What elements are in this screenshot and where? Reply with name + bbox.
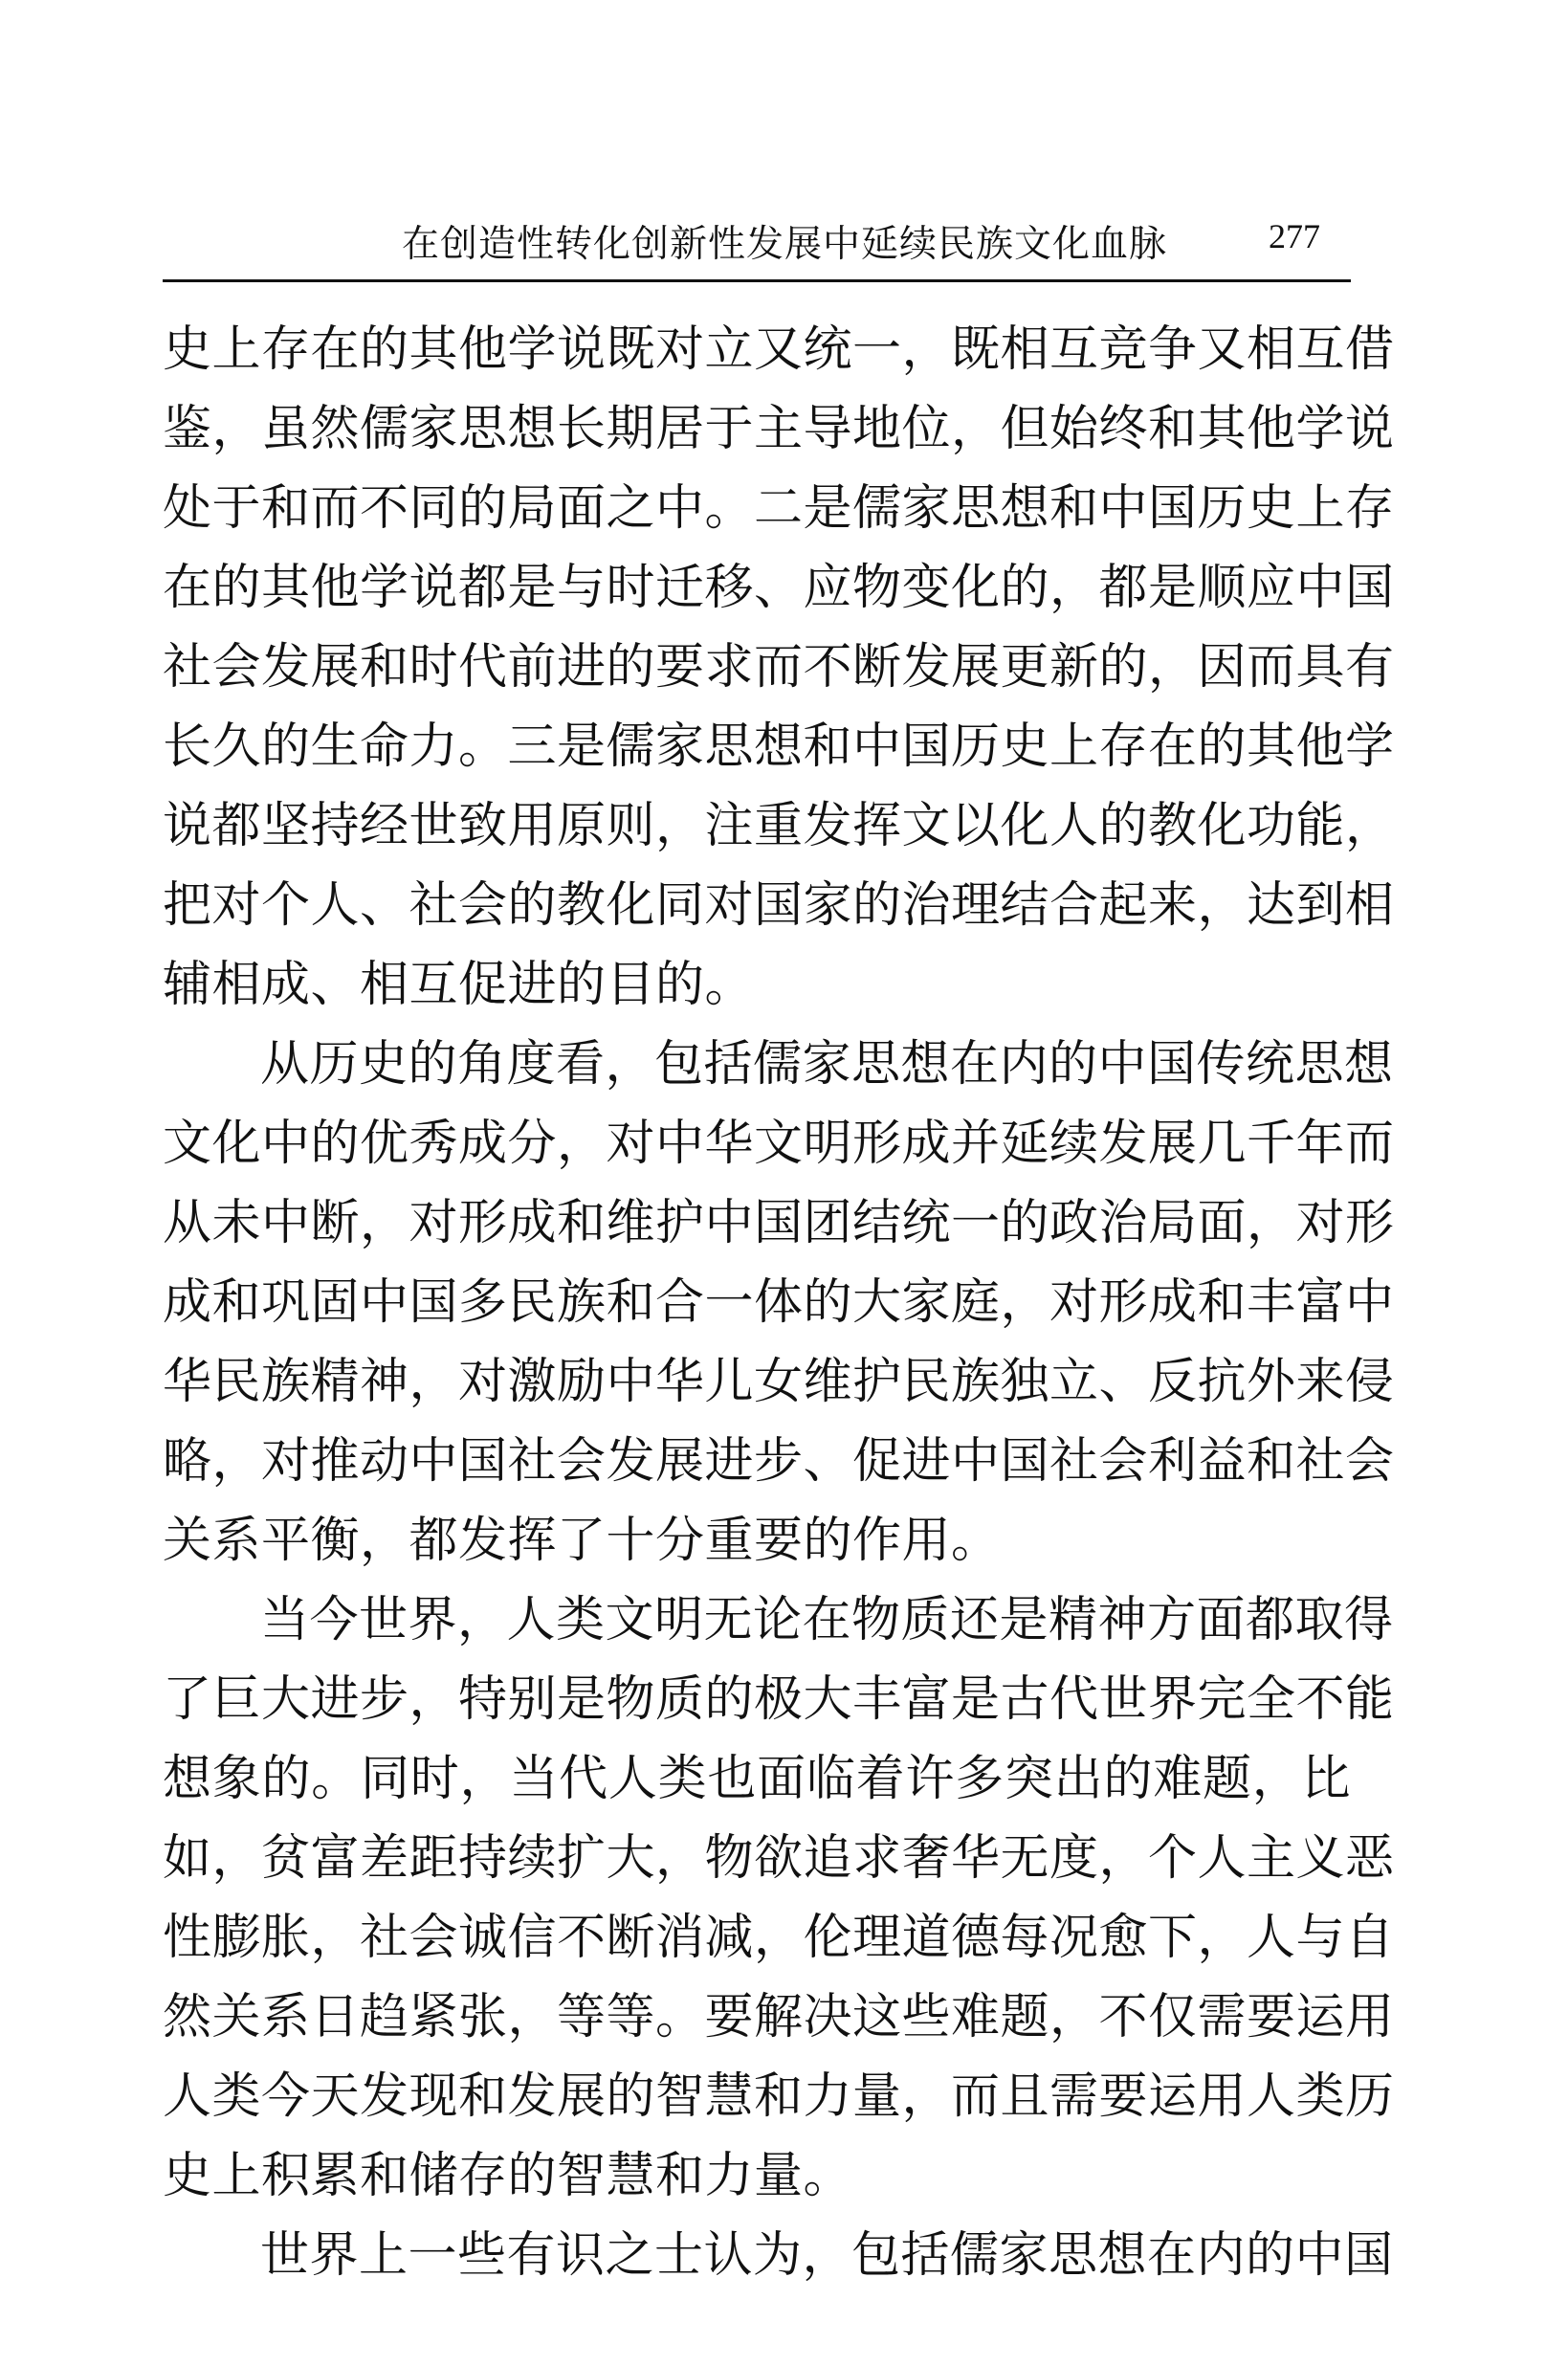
header-title: 在创造性转化创新性发展中延续民族文化血脉 (402, 223, 1168, 266)
text-line: 把对个人、社会的教化同对国家的治理结合起来，达到相 (163, 877, 1395, 934)
text-line: 在的其他学说都是与时迁移、应物变化的，都是顺应中国 (163, 560, 1395, 616)
paragraph-start-line: 从历史的角度看，包括儒家思想在内的中国传统思想 (260, 1036, 1394, 1093)
text-line: 想象的。同时，当代人类也面临着许多突出的难题，比 (163, 1751, 1351, 1807)
text-line: 略，对推动中国社会发展进步、促进中国社会利益和社会 (163, 1433, 1395, 1490)
text-line: 然关系日趋紧张，等等。要解决这些难题，不仅需要运用 (163, 1989, 1395, 2045)
text-line: 处于和而不同的局面之中。二是儒家思想和中国历史上存 (163, 480, 1395, 537)
text-line: 成和巩固中国多民族和合一体的大家庭，对形成和丰富中 (163, 1274, 1395, 1331)
text-line: 从未中断，对形成和维护中国团结统一的政治局面，对形 (163, 1195, 1395, 1251)
text-line: 文化中的优秀成分，对中华文明形成并延续发展几千年而 (163, 1116, 1395, 1172)
paragraph-start-line: 世界上一些有识之士认为，包括儒家思想在内的中国 (260, 2227, 1394, 2284)
text-line: 关系平衡，都发挥了十分重要的作用。 (163, 1513, 1001, 1569)
text-line: 鉴，虽然儒家思想长期居于主导地位，但始终和其他学说 (163, 401, 1395, 457)
text-line: 史上存在的其他学说既对立又统一，既相互竞争又相互借 (163, 321, 1395, 378)
text-line: 辅相成、相互促进的目的。 (163, 957, 755, 1013)
text-line: 如，贫富差距持续扩大，物欲追求奢华无度，个人主义恶 (163, 1830, 1395, 1887)
text-line: 了巨大进步，特别是物质的极大丰富是古代世界完全不能 (163, 1671, 1395, 1728)
text-line: 性膨胀，社会诚信不断消减，伦理道德每况愈下，人与自 (163, 1910, 1395, 1966)
text-line: 说都坚持经世致用原则，注重发挥文以化人的教化功能， (163, 798, 1395, 854)
body-text (163, 310, 1395, 2295)
page-number: 277 (1269, 217, 1320, 255)
text-line: 长久的生命力。三是儒家思想和中国历史上存在的其他学 (163, 719, 1395, 775)
paragraph-start-line: 当今世界，人类文明无论在物质还是精神方面都取得 (260, 1592, 1394, 1648)
text-line: 史上积累和储存的智慧和力量。 (163, 2148, 853, 2204)
text-line: 社会发展和时代前进的要求而不断发展更新的，因而具有 (163, 639, 1395, 696)
text-line: 人类今天发现和发展的智慧和力量，而且需要运用人类历 (163, 2068, 1395, 2125)
running-header (163, 212, 1351, 282)
text-line: 华民族精神，对激励中华儿女维护民族独立、反抗外来侵 (163, 1354, 1395, 1410)
